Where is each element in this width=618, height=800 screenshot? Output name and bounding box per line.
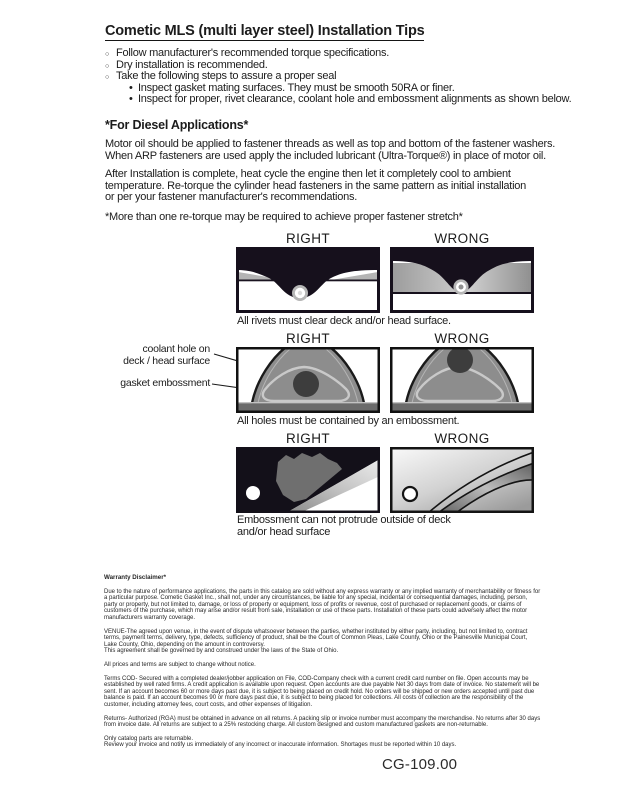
diagram-wrong-column [390,231,534,313]
governed-line: This agreement shall be governed by and construed under the laws of the State of Ohio. [104,648,339,655]
diagram-right-column [236,331,380,413]
rivet-wrong-diagram [390,247,534,313]
caption-line: and/or head surface [237,526,331,538]
diagram-pair-embossment [236,431,536,513]
embossment-right-diagram [236,447,380,513]
caption-line: Embossment can not protrude outside of deck [237,514,451,526]
tip-sub-item: • Inspect for proper, rivet clearance, coolant hole and embossment alignments as shown below. [129,94,565,106]
retorque-note: *More than one re-torque may be required to achieve proper fastener stretch* [105,210,463,223]
holes-caption: All holes must be contained by an embossment. [237,415,460,427]
terms-paragraph: Terms COD- Secured with a completed dealer/jobber application on File, COD-Company check with a current credit card number on file. Open accounts may be established by well rated firms. A credit application is available upon request. Open accounts are due payable Net 30 days from date of invoice. No statement will be sent. If an account becomes 60 or more days past due, it is subject to being placed on credit hold. No orders will be shipped or new orders accepted until past due balance is paid. If an account becomes 90 or more days past due, it is subject to being placed for collections. All costs of collection are the responsibility of the customer, including attorney fees, court costs, and other expenses of litigation. [104,675,540,708]
page-number: CG-109.00 [382,756,458,773]
gasket-embossment-annotation: gasket embossment [120,377,210,389]
diagram-wrong-column [390,431,534,513]
annotation-line: coolant hole on [142,343,210,355]
embossment-wrong-diagram [390,447,534,513]
tip-item: ○ Take the following steps to assure a proper seal [105,71,565,83]
warranty-disclaimer-heading: Warranty Disclaimer* [104,574,167,581]
right-label: RIGHT [286,331,330,346]
venue-paragraph: VENUE-The agreed upon venue, in the event of dispute whatsoever between the parties, whether instituted by either party, including, but not limited to, contract terms, payment terms, delivery, type, defects, sufficiency of product, shall be the Court of Common Pleas, Lake County, Ohio or the Painesville Municipal Court, Lake County, Ohio, depending on the amount in controversy. [104,628,528,648]
paragraph-line: temperature. Re-torque the cylinder head fasteners in the same pattern as initial installation [105,179,527,192]
diagram-wrong-column [390,331,534,413]
review-invoice-line: Review your invoice and notify us immediately of any incorrect or inaccurate information. Shortages must be reported within 10 days. [104,742,457,749]
paragraph-line: When ARP fasteners are used apply the included lubricant (Ultra-Torque®) in place of motor oil. [105,149,546,162]
paragraph-line: or per your fastener manufacturer's recommendations. [105,191,357,204]
tips-list [105,47,572,106]
holes-right-diagram [236,347,380,413]
annotation-line: deck / head surface [123,354,210,367]
tip-sub-item: • Inspect gasket mating surfaces. They must be smooth 50RA or finer. [129,83,565,95]
wrong-label: WRONG [434,231,490,246]
embossment-caption [237,514,451,538]
header-section [105,22,572,106]
diagram-pair-rivets [236,231,536,313]
paragraph-line: Motor oil should be applied to fastener threads as well as top and bottom of the fastener washers. [105,138,555,150]
diesel-heading: *For Diesel Applications* [105,118,249,132]
catalog-returnable-line: Only catalog parts are returnable. [104,735,194,742]
page-title: Cometic MLS (multi layer steel) Installation Tips [105,23,425,39]
diagram-right-column [236,431,380,513]
paragraph-line: After Installation is complete, heat cycle the engine then let it completely cool to ambient [105,168,511,181]
diesel-section [105,118,575,224]
returns-paragraph: Returns- Authorized (RGA) must be obtained in advance on all returns. A packing slip or invoice number must accompany the merchandise. No returns after 30 days from invoice date. All returns are subject to a 25% restocking charge. All custom designed and custom manufactured gaskets are non-returnable. [104,715,541,729]
wrong-label: WRONG [434,431,490,446]
wrong-label: WRONG [434,331,490,346]
coolant-hole-annotation [80,344,210,367]
rivets-caption: All rivets must clear deck and/or head surface. [237,315,451,327]
diesel-paragraph-2 [105,169,575,204]
rivet-right-diagram [236,247,380,313]
tip-item: ○ Dry installation is recommended. [105,60,565,72]
prices-line: All prices and terms are subject to change without notice. [104,661,256,668]
diesel-paragraph-1 [105,139,575,162]
warranty-paragraph: Due to the nature of performance applications, the parts in this catalog are sold without any express warranty or any implied warranty of merchantability or fitness for a particular purpose. Cometic Gasket Inc., shall not, under any circumstances, be liable for any special, incidental or consequential damages, including, person, party or property, but not limited to, damage, or loss of property or equipment, loss of profits or revenue, cost of purchased or replacement goods, or claims of customers of the purchase, which may arise and/or result from sale, installation or use of these parts. Installation of these parts could adversely affect the motor manufacturers warranty coverage. [104,588,541,621]
diagram-pair-holes [236,331,536,413]
right-label: RIGHT [286,231,330,246]
diagram-right-column [236,231,380,313]
right-label: RIGHT [286,431,330,446]
tip-item: ○ Follow manufacturer's recommended torque specifications. [105,48,565,60]
holes-wrong-diagram [390,347,534,413]
fine-print-section [104,575,541,749]
